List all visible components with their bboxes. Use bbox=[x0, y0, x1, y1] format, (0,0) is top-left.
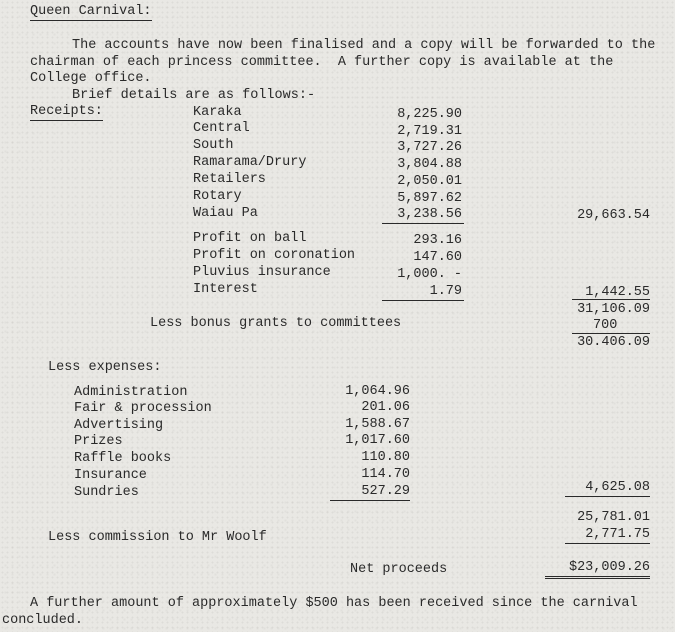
total-rule bbox=[565, 496, 650, 497]
closing-line-2: concluded. bbox=[2, 613, 84, 628]
other-receipt-name: Profit on ball bbox=[193, 231, 307, 246]
subtotal-rule bbox=[382, 300, 464, 301]
intro-line-2: chairman of each princess committee. A further copy is available at the bbox=[30, 55, 614, 70]
receipts-label: Receipts: bbox=[30, 104, 103, 119]
expense-amount: 201.06 bbox=[361, 400, 410, 415]
receipt-name: Rotary bbox=[193, 189, 242, 204]
committees-total: 29,663.54 bbox=[577, 208, 650, 223]
receipt-amount: 5,897.62 bbox=[397, 191, 462, 206]
expense-name: Insurance bbox=[74, 468, 147, 483]
receipt-name: Retailers bbox=[193, 172, 266, 187]
net-proceeds-amount: $23,009.26 bbox=[545, 560, 650, 579]
expense-amount: 114.70 bbox=[361, 467, 410, 482]
other-receipts-total: 1,442.55 bbox=[585, 285, 650, 300]
receipt-name: South bbox=[193, 138, 234, 153]
receipt-amount: 8,225.90 bbox=[397, 107, 462, 122]
expense-name: Prizes bbox=[74, 434, 123, 449]
gross-total: 31,106.09 bbox=[577, 302, 650, 317]
receipt-amount: 3,727.26 bbox=[397, 140, 462, 155]
intro-line-1: The accounts have now been finalised and a copy will be forwarded to the bbox=[72, 38, 656, 53]
net-proceeds-label: Net proceeds bbox=[350, 562, 448, 577]
after-bonus-total: 30.406.09 bbox=[577, 335, 650, 350]
other-receipt-name: Pluvius insurance bbox=[193, 265, 331, 280]
expense-name: Raffle books bbox=[74, 451, 172, 466]
expense-amount: 1,588.67 bbox=[345, 417, 410, 432]
other-receipt-amount: 147.60 bbox=[413, 250, 462, 265]
receipt-name: Waiau Pa bbox=[193, 206, 258, 221]
expense-amount: 1,064.96 bbox=[345, 384, 410, 399]
intro-line-4: Brief details are as follows:- bbox=[72, 88, 316, 103]
document-heading: Queen Carnival: bbox=[30, 4, 152, 19]
expense-amount: 527.29 bbox=[361, 484, 410, 499]
bonus-amount: 700 bbox=[593, 318, 618, 333]
receipt-amount: 2,719.31 bbox=[397, 124, 462, 139]
intro-line-3: College office. bbox=[30, 71, 152, 86]
receipt-amount: 3,804.88 bbox=[397, 157, 462, 172]
expenses-total: 4,625.08 bbox=[585, 480, 650, 495]
commission-label: Less commission to Mr Woolf bbox=[48, 530, 267, 545]
receipt-name: Karaka bbox=[193, 105, 242, 120]
other-receipt-amount: 293.16 bbox=[413, 233, 462, 248]
total-rule bbox=[565, 543, 650, 544]
expense-amount: 1,017.60 bbox=[345, 433, 410, 448]
closing-line-1: A further amount of approximately $500 has been received since the carnival bbox=[30, 596, 638, 611]
expense-name: Advertising bbox=[74, 418, 164, 433]
commission-amount: 2,771.75 bbox=[585, 527, 650, 542]
other-receipt-name: Interest bbox=[193, 282, 258, 297]
expense-name: Fair & procession bbox=[74, 401, 212, 416]
expense-name: Sundries bbox=[74, 485, 139, 500]
other-receipt-amount: 1,000. - bbox=[397, 267, 462, 282]
receipt-amount: 2,050.01 bbox=[397, 174, 462, 189]
bonus-label: Less bonus grants to committees bbox=[150, 316, 402, 331]
total-rule bbox=[572, 299, 650, 300]
other-receipt-amount: 1.79 bbox=[429, 284, 462, 299]
receipt-name: Central bbox=[193, 121, 250, 136]
total-rule bbox=[572, 333, 650, 334]
subtotal-rule bbox=[330, 500, 410, 501]
subtotal-rule bbox=[382, 223, 464, 224]
after-expenses-total: 25,781.01 bbox=[577, 510, 650, 525]
receipt-amount: 3,238.56 bbox=[397, 207, 462, 222]
expenses-label: Less expenses: bbox=[48, 360, 162, 375]
expense-name: Administration bbox=[74, 385, 188, 400]
other-receipt-name: Profit on coronation bbox=[193, 248, 356, 263]
receipt-name: Ramarama/Drury bbox=[193, 155, 307, 170]
expense-amount: 110.80 bbox=[361, 450, 410, 465]
